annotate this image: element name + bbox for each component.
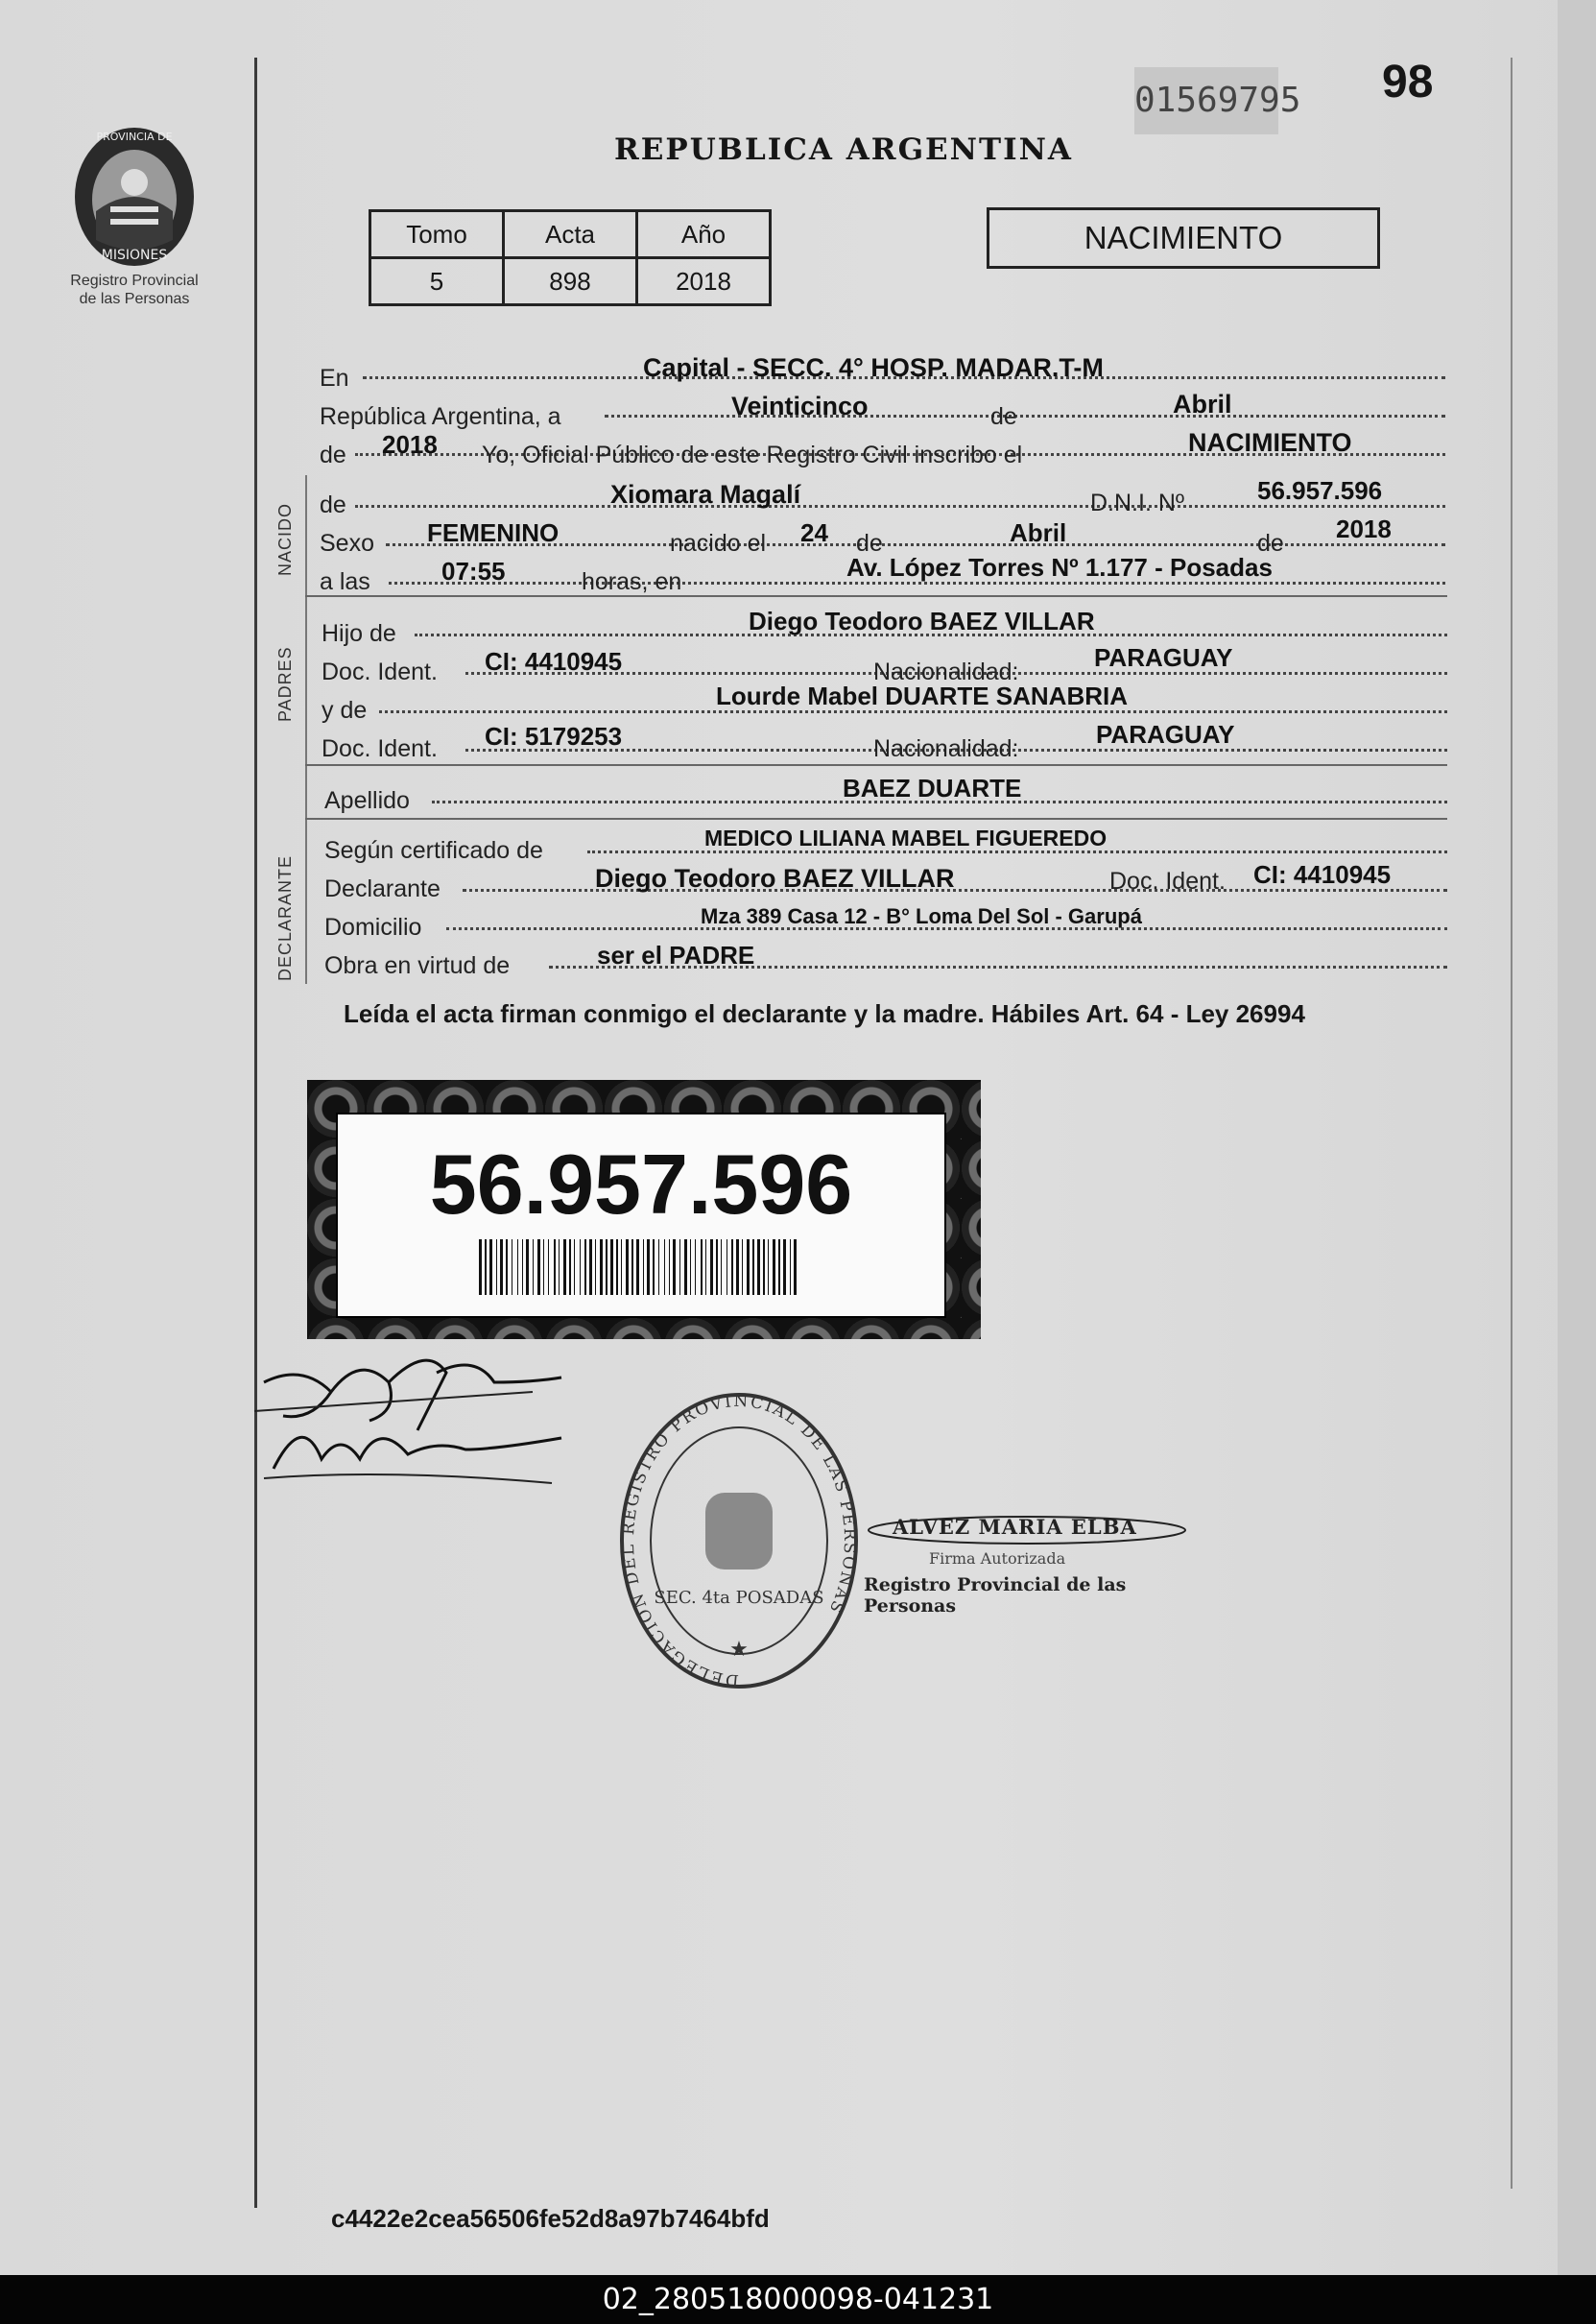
page-edge-shadow xyxy=(1558,0,1596,2275)
registry-name xyxy=(38,272,230,308)
seal-inner-text: SEC. 4ta POSADAS xyxy=(654,1588,824,1608)
barcode-graphic xyxy=(477,1239,803,1295)
label-de: de xyxy=(990,403,1017,430)
barcode-bar xyxy=(690,1239,691,1295)
value-child-name: Xiomara Magalí xyxy=(610,480,801,509)
barcode-bar xyxy=(517,1239,518,1295)
section-divider xyxy=(305,818,1447,820)
barcode-bar xyxy=(479,1239,482,1295)
tomo-acta-year-table xyxy=(369,209,772,306)
table-value-tomo: 5 xyxy=(370,258,504,305)
barcode-bar xyxy=(548,1239,549,1295)
value-year: 2018 xyxy=(382,430,438,459)
barcode-bar xyxy=(705,1239,706,1295)
barcode-bar xyxy=(533,1239,534,1295)
label-apellido: Apellido xyxy=(324,787,410,814)
barcode-bar xyxy=(636,1239,639,1295)
label-mother-doc: Doc. Ident. xyxy=(322,735,438,762)
label-dni: D.N.I. Nº xyxy=(1090,490,1185,516)
barcode-bar xyxy=(485,1239,487,1295)
declarant-signature xyxy=(245,1325,571,1497)
barcode-bar xyxy=(664,1239,665,1295)
value-father-nationality: PARAGUAY xyxy=(1094,643,1233,672)
barcode-bar xyxy=(610,1239,613,1295)
value-birth-place: Av. López Torres Nº 1.177 - Posadas xyxy=(846,553,1273,582)
label-nacido-el: nacido el xyxy=(670,530,767,557)
value-by-virtue-of: ser el PADRE xyxy=(597,941,755,970)
sticker-label-area xyxy=(336,1113,946,1318)
barcode-bar xyxy=(631,1239,633,1295)
value-address: Mza 389 Casa 12 - B° Loma Del Sol - Garupá xyxy=(701,904,1142,928)
value-birth-year: 2018 xyxy=(1336,515,1392,543)
registry-line-2: de las Personas xyxy=(79,291,190,307)
barcode-bar xyxy=(695,1239,696,1295)
label-en: En xyxy=(320,365,349,392)
barcode-bar xyxy=(794,1239,797,1295)
registry-line-1: Registro Provincial xyxy=(70,273,199,289)
document-title: REPUBLICA ARGENTINA xyxy=(614,132,1073,167)
barcode-bar xyxy=(701,1239,703,1295)
barcode-bar xyxy=(600,1239,603,1295)
barcode-bar xyxy=(580,1239,581,1295)
value-declarant-doc: CI: 4410945 xyxy=(1253,860,1392,889)
value-mother-nationality: PARAGUAY xyxy=(1096,720,1235,749)
side-label-nacido: NACIDO xyxy=(275,502,295,576)
barcode-bar xyxy=(647,1239,650,1295)
label-de-birth-year: de xyxy=(1257,530,1284,557)
section-divider xyxy=(305,595,1447,597)
barcode-bar xyxy=(679,1239,680,1295)
sticker-id-number: 56.957.596 xyxy=(429,1137,853,1232)
side-label-declarante: DECLARANTE xyxy=(275,854,295,981)
record-type-box: NACIMIENTO xyxy=(987,207,1380,269)
barcode-bar xyxy=(526,1239,529,1295)
value-sex: FEMENINO xyxy=(427,518,560,547)
logo-top-text: PROVINCIA DE xyxy=(96,131,173,143)
value-birth-day: 24 xyxy=(800,518,828,547)
label-declarante: Declarante xyxy=(324,875,441,902)
label-mother-nationality: Nacionalidad: xyxy=(873,735,1019,762)
value-mother-doc: CI: 5179253 xyxy=(485,722,623,751)
barcode-bar xyxy=(489,1239,492,1295)
label-father-doc: Doc. Ident. xyxy=(322,659,438,685)
section-divider xyxy=(305,764,1447,766)
official-role: Firma Autorizada xyxy=(929,1549,1066,1568)
barcode-bar xyxy=(522,1239,523,1295)
official-signature-block xyxy=(864,1509,1190,1615)
label-segun-certificado: Según certificado de xyxy=(324,837,543,864)
official-name: ALVEZ MARIA ELBA xyxy=(893,1515,1137,1539)
barcode-bar xyxy=(496,1239,497,1295)
barcode-bar xyxy=(736,1239,739,1295)
barcode-bar xyxy=(584,1239,586,1295)
barcode-bar xyxy=(621,1239,622,1295)
page-number: 98 xyxy=(1382,57,1434,108)
barcode-bar xyxy=(731,1239,733,1295)
label-father-nationality: Nacionalidad: xyxy=(873,659,1019,685)
value-record-type: NACIMIENTO xyxy=(1188,428,1352,457)
barcode-bar xyxy=(554,1239,556,1295)
value-birth-time: 07:55 xyxy=(441,557,506,586)
label-declarant-doc: Doc. Ident. xyxy=(1109,868,1226,895)
barcode-bar xyxy=(752,1239,754,1295)
value-birth-month: Abril xyxy=(1010,518,1067,547)
table-header-row xyxy=(370,211,771,258)
label-hijo-de: Hijo de xyxy=(322,620,396,647)
table-value-year: 2018 xyxy=(637,258,771,305)
value-declarant: Diego Teodoro BAEZ VILLAR xyxy=(595,864,955,893)
label-de-birth-month: de xyxy=(856,530,883,557)
value-day-text: Veinticinco xyxy=(731,392,869,420)
seal-ring-text: DELEGACION DEL REGISTRO PROVINCIAL DE LAS PERSONAS xyxy=(618,1391,860,1690)
barcode-bar xyxy=(506,1239,508,1295)
right-margin-rule xyxy=(1511,58,1513,2189)
barcode-bar xyxy=(569,1239,571,1295)
table-value-row xyxy=(370,258,771,305)
barcode-bar xyxy=(790,1239,791,1295)
barcode-bar xyxy=(563,1239,566,1295)
barcode-bar xyxy=(537,1239,540,1295)
value-dni: 56.957.596 xyxy=(1257,476,1383,505)
table-value-acta: 898 xyxy=(504,258,637,305)
barcode-bar xyxy=(589,1239,592,1295)
barcode-bar xyxy=(626,1239,629,1295)
barcode-bar xyxy=(669,1239,670,1295)
value-father-doc: CI: 4410945 xyxy=(485,647,623,676)
file-id-footer: 02_280518000098-041231 xyxy=(0,2275,1596,2324)
barcode-bar xyxy=(757,1239,760,1295)
barcode-bar xyxy=(684,1239,687,1295)
barcode-bar xyxy=(606,1239,607,1295)
section-rule xyxy=(305,475,307,984)
value-father-name: Diego Teodoro BAEZ VILLAR xyxy=(749,607,1095,635)
barcode-bar xyxy=(783,1239,786,1295)
barcode-bar xyxy=(543,1239,544,1295)
barcode-bar xyxy=(747,1239,750,1295)
value-surname: BAEZ DUARTE xyxy=(843,774,1022,803)
value-mother-name: Lourde Mabel DUARTE SANABRIA xyxy=(716,682,1129,710)
barcode-bar xyxy=(595,1239,596,1295)
barcode-bar xyxy=(742,1239,743,1295)
barcode-bar xyxy=(559,1239,560,1295)
official-registry: Registro Provincial de las Personas xyxy=(864,1574,1127,1617)
barcode-bar xyxy=(653,1239,655,1295)
id-barcode-sticker xyxy=(307,1080,981,1339)
barcode-bar xyxy=(778,1239,780,1295)
value-place: Capital - SECC. 4° HOSP. MADAR.T-M xyxy=(643,353,1104,382)
value-certificate-by: MEDICO LILIANA MABEL FIGUEREDO xyxy=(704,826,1108,851)
label-de-name: de xyxy=(320,491,346,518)
barcode-bar xyxy=(768,1239,769,1295)
barcode-bar xyxy=(574,1239,575,1295)
barcode-bar xyxy=(658,1239,659,1295)
table-header-year: Año xyxy=(637,211,771,258)
label-horas-en: horas, en xyxy=(582,568,682,595)
label-obra-en-virtud: Obra en virtud de xyxy=(324,952,511,979)
label-de-year: de xyxy=(320,442,346,468)
barcode-bar xyxy=(721,1239,722,1295)
document-hash: c4422e2cea56506fe52d8a97b7464bfd xyxy=(331,2204,770,2233)
barcode-bar xyxy=(710,1239,713,1295)
barcode-bar xyxy=(673,1239,676,1295)
value-month: Abril xyxy=(1173,390,1232,419)
table-header-tomo: Tomo xyxy=(370,211,504,258)
barcode-bar xyxy=(616,1239,618,1295)
barcode-bar xyxy=(716,1239,718,1295)
barcode-bar xyxy=(643,1239,644,1295)
logo-bottom-text: MISIONES xyxy=(101,248,168,263)
serial-number-stamp: 01569795 xyxy=(1134,67,1278,134)
closing-statement: Leída el acta firman conmigo el declarante y la madre. Hábiles Art. 64 - Ley 26994 xyxy=(344,999,1305,1028)
label-a-las: a las xyxy=(320,568,370,595)
label-sexo: Sexo xyxy=(320,530,374,557)
label-domicilio: Domicilio xyxy=(324,914,422,941)
label-republica: República Argentina, a xyxy=(320,403,561,430)
registry-seal-stamp xyxy=(614,1387,864,1704)
left-margin-rule xyxy=(254,58,257,2208)
misiones-coat-of-arms-logo xyxy=(58,115,211,278)
label-yo-oficial: Yo, Oficial Público de este Registro Civil inscribo el xyxy=(482,442,1023,468)
side-label-padres: PADRES xyxy=(275,646,295,722)
label-y-de: y de xyxy=(322,697,368,724)
barcode-bar xyxy=(500,1239,503,1295)
table-header-acta: Acta xyxy=(504,211,637,258)
seal-star-icon: ★ xyxy=(729,1637,749,1661)
barcode-bar xyxy=(763,1239,765,1295)
barcode-bar xyxy=(773,1239,775,1295)
